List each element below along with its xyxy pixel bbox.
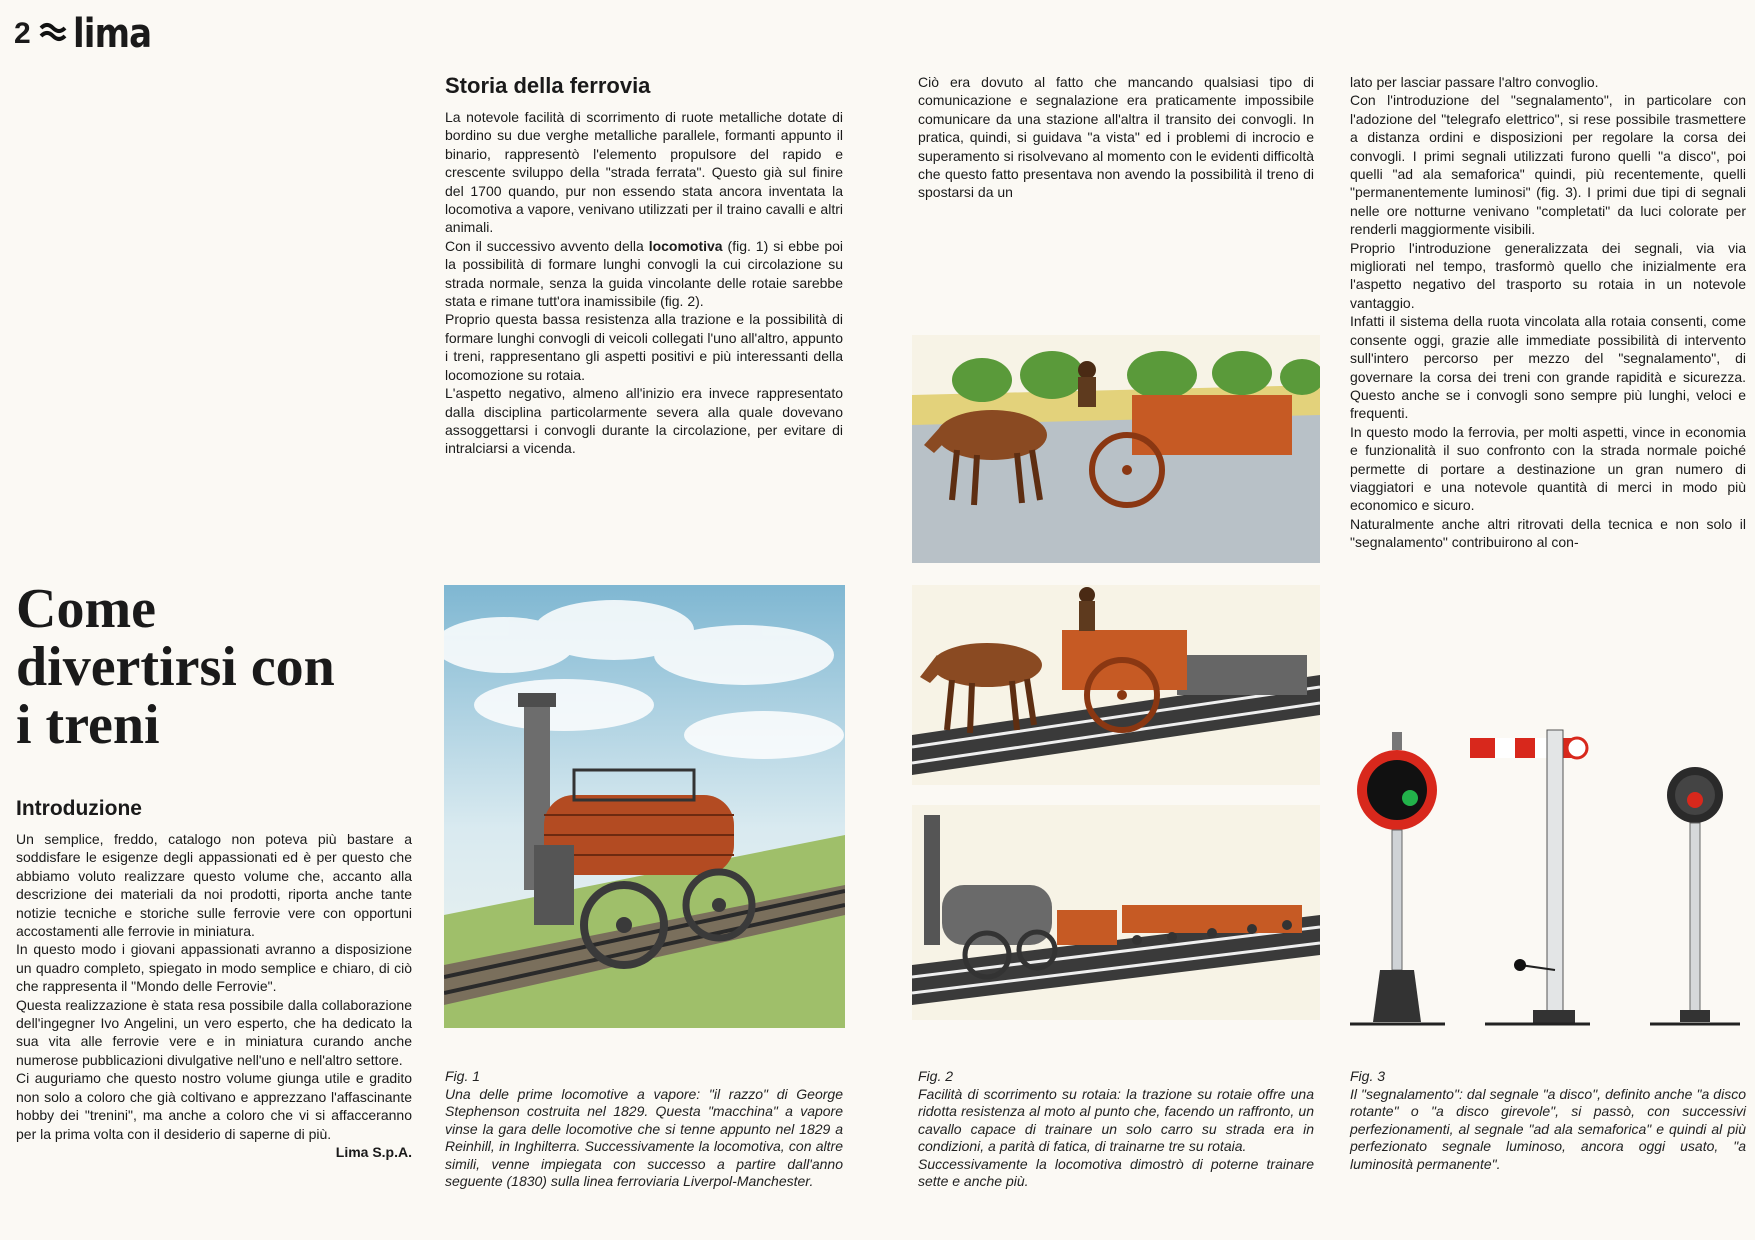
storia-paragraph: L'aspetto negativo, almeno all'inizio era invece rappresentato dalla disciplina particolarmente severa alla quale dovevano assoggettarsi i convogli durante la circolazione, per evitare di intralciarsi a vicenda. bbox=[445, 385, 843, 457]
intro-paragraph: Un semplice, freddo, catalogo non poteva più bastare a soddisfare le esigenze degli appassionati ed è per questo che abbiamo voluto realizzare questo volume che, accanto alla descrizione dei materiali da noi prodotti, riporta anche tante notizie tecniche e storiche sulle ferrovie vere con opportuni accostamenti alle ferrovie in miniatura. bbox=[16, 831, 412, 940]
fig2-illustration-rail bbox=[912, 585, 1320, 785]
column-paragraph: Naturalmente anche altri ritrovati della tecnica e non solo il "segnalamento" contribuirono al con- bbox=[1350, 515, 1746, 551]
text-run: Con il successivo avvento della bbox=[445, 237, 649, 254]
title-line: divertirsi con bbox=[16, 636, 335, 698]
title-line: Come bbox=[16, 578, 156, 640]
column-paragraph: Ciò era dovuto al fatto che mancando qualsiasi tipo di comunicazione e segnalazione era praticamente impossibile comunicare da una stazione all'altra il transito dei convogli. In pratica, quindi, si guidava "a vista" ed i problemi di incrocio e superamento si risolvevano al momento con le evidenti difficoltà che questo fatto presentava non avendo la possibilità il treno di spostarsi da un bbox=[918, 74, 1314, 201]
column4-text bbox=[1350, 73, 1746, 552]
storia-paragraph: La notevole facilità di scorrimento di ruote metalliche dotate di bordino su due verghe metalliche parallele, formanti appunto il binario, rappresentò l'elemento propulsore del rapido e crescente sviluppo della "strada ferrata". Questo già sul finire del 1700 quando, pur non essendo stata ancora inventata la locomotiva a vapore, venivano utilizzati per il traino cavalli e altri animali. bbox=[445, 109, 843, 236]
column-paragraph: Proprio l'introduzione generalizzata dei segnali, via via migliorati nel tempo, trasformò quello che inizialmente era l'aspetto negativo del trasporto su rotaia in un notevole vantaggio. bbox=[1350, 239, 1746, 311]
intro-paragraph: Questa realizzazione è stata resa possibile dalla collaborazione dell'ingegner Ivo Angelini, un vero esperto, che ha dedicato la sua vita alle ferrovie vere e in miniatura curando anche numerose pubblicazioni divulgative nell'uno e nell'altro settore. bbox=[16, 996, 412, 1068]
storia-text bbox=[445, 108, 843, 458]
intro-heading: Introduzione bbox=[16, 797, 142, 820]
caption-text: Facilità di scorrimento su rotaia: la trazione su rotaie offre una ridotta resistenza al moto al punto che, facendo un raffronto, un cavallo capace di trainare un solo carro su strada era in condizioni, a parità di fatica, di trainarne tre su rotaia. bbox=[918, 1085, 1314, 1154]
figure-label: Fig. 2 bbox=[918, 1068, 954, 1084]
fig3-caption bbox=[1350, 1068, 1746, 1173]
fig2-caption bbox=[918, 1068, 1314, 1191]
title-line: i treni bbox=[16, 694, 160, 756]
column-paragraph: Con l'introduzione del "segnalamento", in particolare con l'adozione del "telegrafo elettrico", si rese possibile trasmettere a distanza ordini e disposizioni per regolare la corsa dei convogli. I primi segnali utilizzati furono quelli "a disco", poi quelli "ad ala semaforica" quindi, più recentemente, quelli "permanentemente luminosi" (fig. 3). I primi due tipi di segnali nelle ore notturne venivano "completati" da luci colorate per renderli maggiormente visibili. bbox=[1350, 92, 1746, 238]
page-title bbox=[16, 580, 396, 754]
text-run: (fig. 1) si ebbe poi la possibilità di formare lunghi convogli la cui circolazione su strada normale, senza la guida vincolante delle rotaie sarebbe stata e rimane tutt'ora inamissibile (fig. 2). bbox=[445, 237, 844, 310]
fig2-illustration-train bbox=[912, 805, 1320, 1020]
column-paragraph: In questo modo la ferrovia, per molti aspetti, vince in economia e funzionalità il suo confronto con la strada normale poiché permette di portare a destinazione un gran numero di viaggiatori e una notevole quantità di merci in modo più economico e sicuro. bbox=[1350, 423, 1746, 514]
intro-paragraph: In questo modo i giovani appassionati avranno a disposizione un quadro completo, spiegato in modo semplice e chiaro, di ciò che rappresenta il "Mondo delle Ferrovie". bbox=[16, 941, 412, 995]
brand-logo: lima bbox=[72, 11, 151, 57]
signature: Lima S.p.A. bbox=[335, 1143, 412, 1160]
page-number: 2 bbox=[14, 17, 31, 50]
storia-paragraph: Proprio questa bassa resistenza alla trazione e la possibilità di formare lunghi convogli di veicoli collegati l'uno all'altro, appunto i treni, rappresentano gli aspetti positivi e più interessanti della locomozione su rotaia. bbox=[445, 311, 843, 383]
fig2-illustration-road bbox=[912, 335, 1320, 563]
storia-heading: Storia della ferrovia bbox=[445, 73, 651, 98]
column3-text bbox=[918, 73, 1314, 202]
intro-text bbox=[16, 830, 412, 1161]
storia-paragraph bbox=[445, 237, 843, 311]
figure-label: Fig. 1 bbox=[445, 1068, 481, 1084]
caption-text: Una delle prime locomotive a vapore: "il razzo" di George Stephenson costruita nel 1829. Questa "macchina" a vapore vinse la gara delle locomotive che si tenne appunto nel 1829 a Reinhill, in Inghilterra. Successivamente la locomotiva, con altre simili, venne impiegata con successo a partire dall'anno seguente (1830) sulla linea ferroviaria Liverpol-Manchester. bbox=[445, 1085, 843, 1189]
caption-text: Successivamente la locomotiva dimostrò di poterne trainare sette e anche più. bbox=[918, 1155, 1314, 1189]
caption-text: Il "segnalamento": dal segnale "a disco", definito anche "a disco rotante" o "a disco girevole", si passò, con successivi perfezionamenti, al segnale "ad ala semaforica" e quindi al più perfezionato segnale luminoso, ancora oggi usato, "a luminosità permanente". bbox=[1350, 1085, 1746, 1172]
fig3-illustration bbox=[1345, 720, 1745, 1030]
bold-term: locomotiva bbox=[648, 237, 723, 254]
column-paragraph: lato per lasciar passare l'altro convoglio. bbox=[1350, 74, 1599, 90]
page-header bbox=[14, 11, 165, 57]
fig1-illustration bbox=[444, 585, 845, 1028]
figure-label: Fig. 3 bbox=[1350, 1068, 1386, 1084]
intro-paragraph: Ci auguriamo che questo nostro volume giunga utile e gradito non solo a coloro che già coltivano e apprezzano l'affascinante hobby dei "trenini", ma anche a coloro che vi si affacceranno per la prima volta con il desiderio di saperne di più. bbox=[16, 1070, 412, 1142]
lima-logo-icon bbox=[39, 20, 67, 49]
fig1-caption bbox=[445, 1068, 843, 1191]
column-paragraph: Infatti il sistema della ruota vincolata alla rotaia consenti, come consente oggi, grazie alle immediate possibilità di intervento sull'intero percorso per mezzo del "segnalamento", di governare la corsa dei treni con grande rapidità e sicurezza. Questo anche se i convogli sono sempre più lunghi, veloci e frequenti. bbox=[1350, 313, 1746, 422]
